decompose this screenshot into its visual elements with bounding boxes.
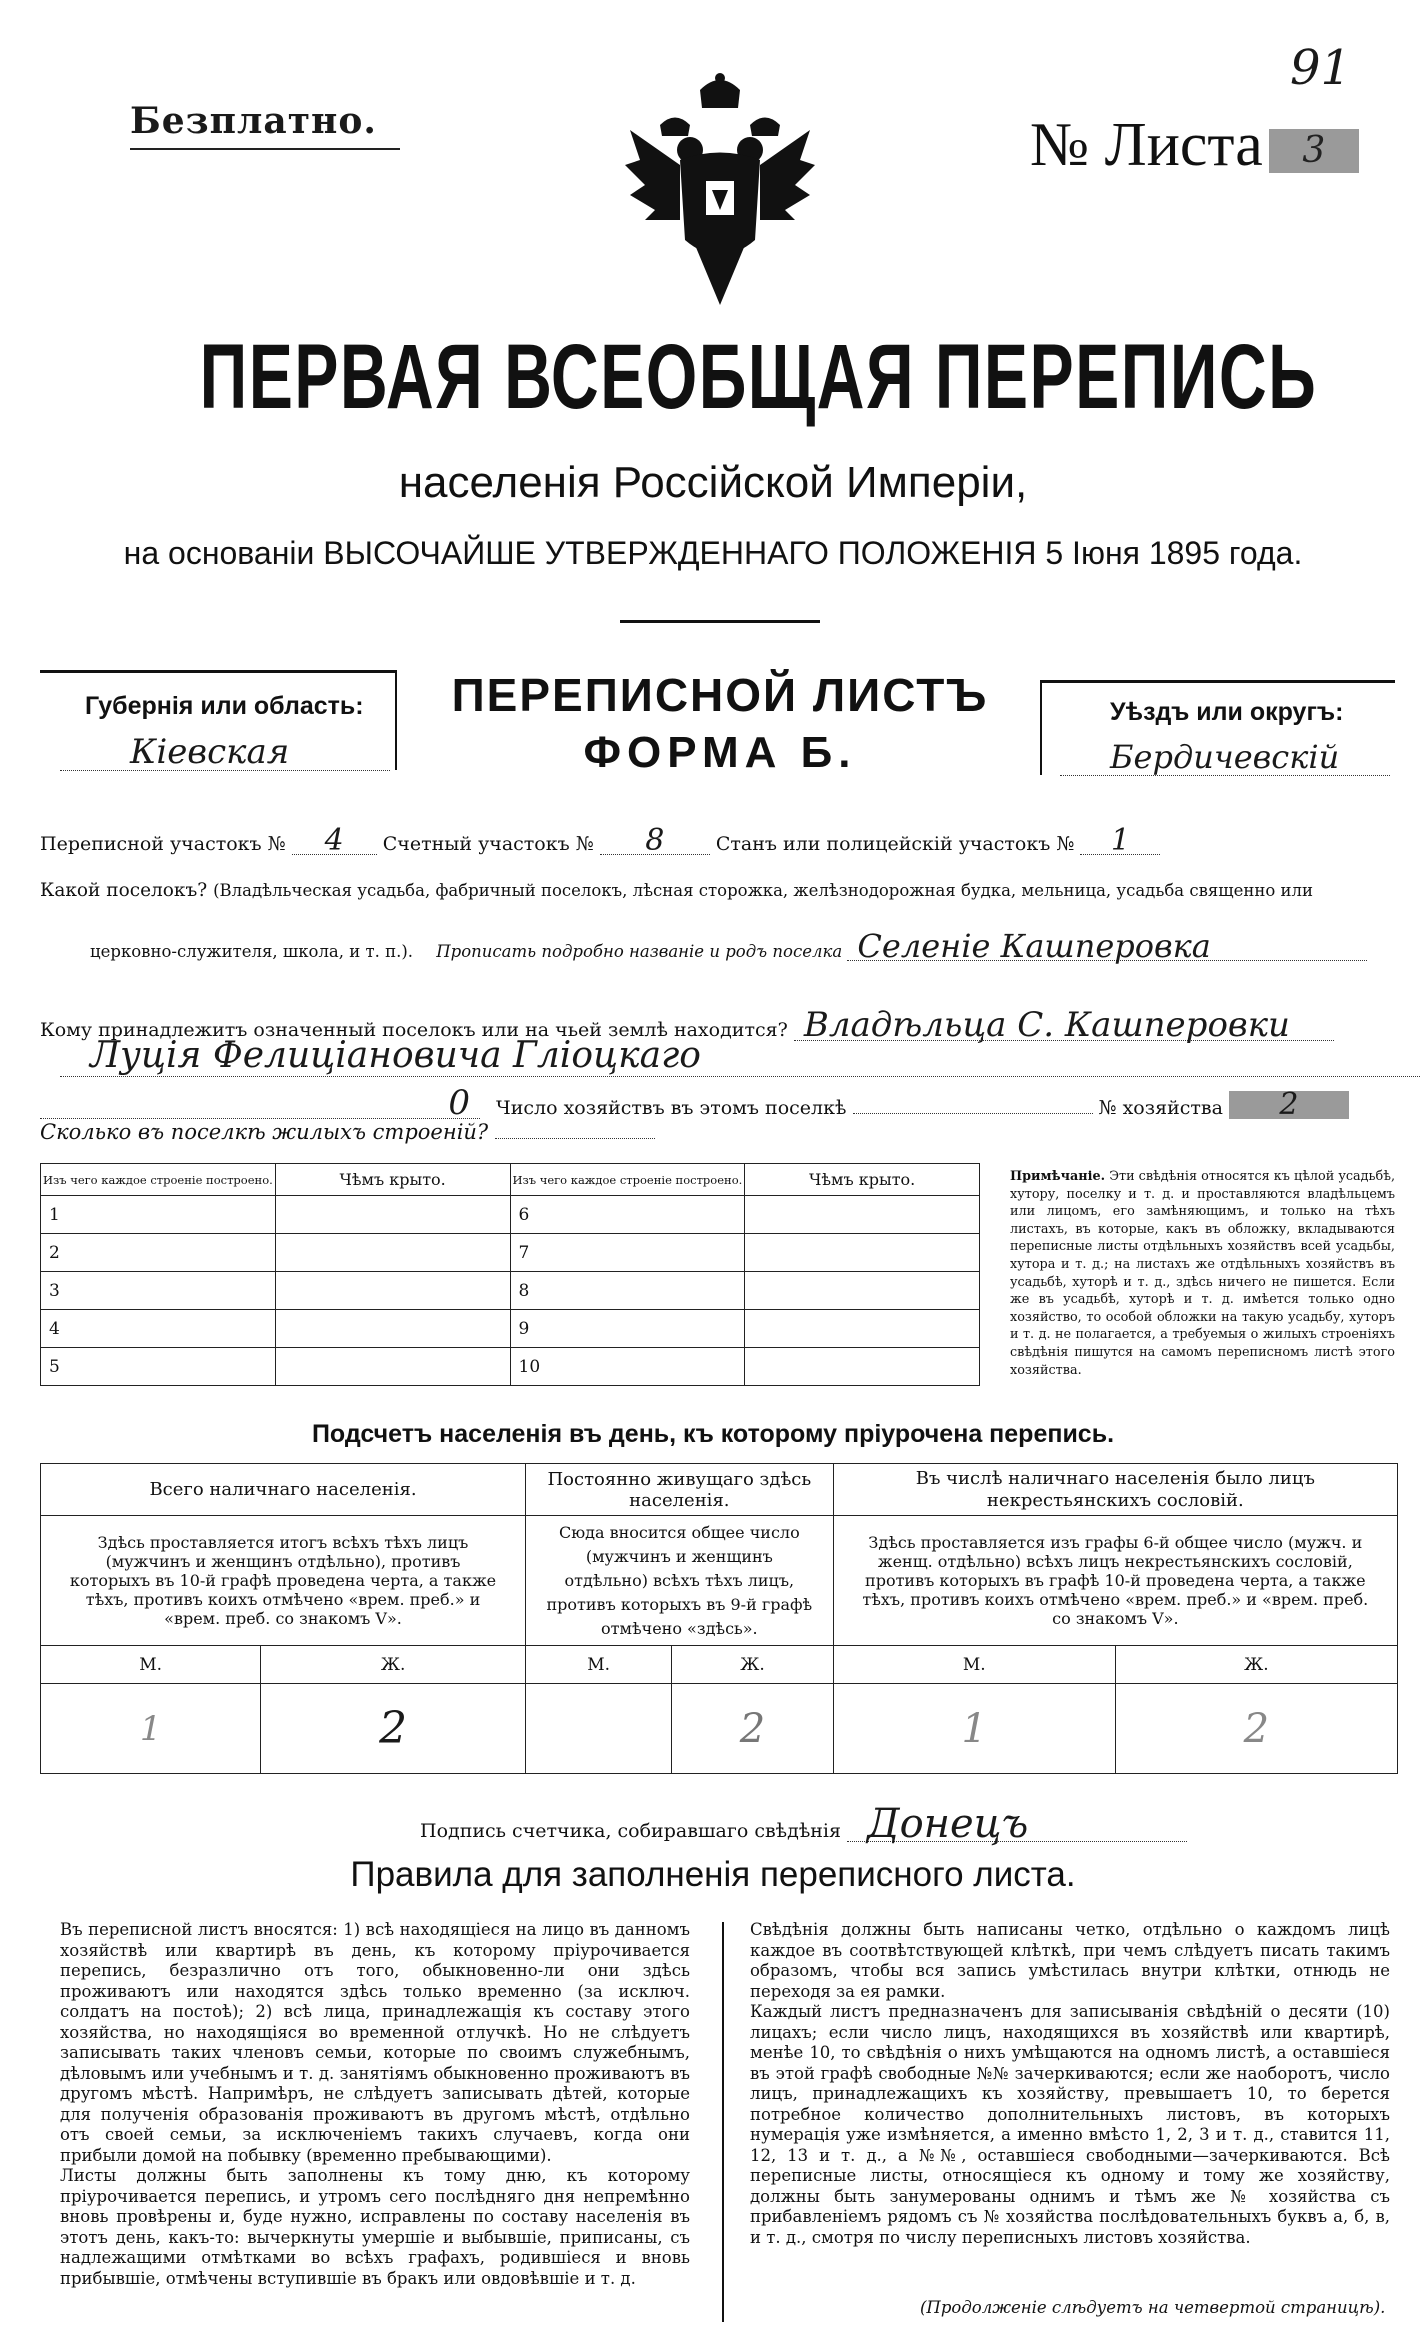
building-roof-cell[interactable] (275, 1348, 510, 1386)
col-material-left: Изъ чего каждое строеніе построено. (41, 1164, 276, 1196)
note-block (1010, 1168, 1395, 1379)
province-box-side (395, 670, 397, 770)
rules-left: Въ переписной листъ вносятся: 1) всѣ находящіеся на лицо въ данномъ хозяйствѣ или квартирѣ въ день, къ которому пріурочивается перепись, безразлично отъ того, обыкновенно-ли они здѣсь проживаютъ или находятся здѣсь только временно (за исключ. солдатъ на постоѣ); 2) всѣ лица, принадлежащія къ составу этого хозяйства, но находящіяся во временной отлучкѣ. Но не слѣдуетъ записывать таких членовъ семьи, которые по своимъ служебнымъ, дѣловымъ или учебнымъ и т. д. занятіямъ обыкновенно проживаютъ въ другомъ мѣстѣ. Напримѣръ, не слѣдуетъ записывать дѣтей, которые для полученія образованія проживаютъ въ другомъ мѣстѣ, отдѣльно отъ своей семьи, за исключеніемъ такихъ случаевъ, когда они прибыли домой на побывку (временно пребывающими). Листы должны быть заполнены къ тому дню, къ которому пріурочивается перепись, и утромъ сего послѣдняго дня непремѣнно вновь провѣрены и, буде нужно, исправлены по составу населенія въ этотъ день, какъ-то: вычеркнуты умершіе и выбывшіе, приписаны, съ надлежащими отмѣтками во всѣхъ графахъ, родившіеся и вновь прибывшіе, отмѣчены вступившіе въ бракъ или овдовѣвшіе и т. д. (60, 1920, 690, 2288)
owner-value2[interactable]: Луція Фелиціановича Гліоцкаго (60, 1035, 1420, 1077)
perm-f-value[interactable]: 2 (672, 1684, 833, 1774)
sheet-number (1030, 110, 1359, 181)
building-row-num: 3 (41, 1272, 276, 1310)
signature-label: Подпись счетчика, собиравшаго свѣдѣнія (420, 1820, 841, 1842)
form-name: ФОРМА Б. (583, 728, 857, 777)
district-line (1060, 775, 1390, 776)
households-label: Число хозяйствъ въ этомъ поселкѣ (496, 1097, 847, 1119)
building-roof-cell[interactable] (275, 1196, 510, 1234)
count-title: Подсчетъ населенія въ день, къ которому пріурочена перепись. (311, 1420, 1115, 1448)
title-divider (620, 620, 820, 623)
building-roof-cell[interactable] (745, 1348, 980, 1386)
sheet-title: ПЕРЕПИСНОЙ ЛИСТЪ (451, 669, 989, 721)
district-label: Уѣздъ или округъ: (1110, 698, 1344, 726)
household-no-value[interactable]: 2 (1229, 1091, 1349, 1119)
free-label: Безплатно. (130, 100, 377, 142)
corner-number: 91 (1290, 40, 1352, 96)
count-section-value[interactable]: 8 (600, 828, 710, 855)
total-m-value[interactable]: 1 (41, 1684, 261, 1774)
police-value[interactable]: 1 (1080, 828, 1160, 855)
province-box-top (40, 670, 395, 673)
building-roof-cell[interactable] (745, 1196, 980, 1234)
building-row-num: 1 (41, 1196, 276, 1234)
main-title: ПЕРВАЯ ВСЕОБЩАЯ ПЕРЕПИСЬ (199, 326, 1318, 428)
building-row-num: 6 (510, 1196, 745, 1234)
total-f-value[interactable]: 2 (261, 1684, 526, 1774)
title-line3: на основаніи ВЫСОЧАЙШЕ УТВЕРЖДЕННАГО ПОЛОЖЕНІЯ 5 Іюня 1895 года. (123, 535, 1303, 571)
title-line2: населенія Россійской Имперіи, (398, 458, 1028, 507)
settlement-instruction: Прописать подробно названіе и родъ поселка (436, 942, 843, 961)
m-label: М. (833, 1646, 1115, 1684)
rules-title: Правила для заполненія переписного листа. (350, 1855, 1076, 1894)
building-row-num: 2 (41, 1234, 276, 1272)
district-value: Бердичевскій (1110, 738, 1340, 776)
count-section-label: Счетный участокъ № (382, 833, 594, 855)
building-row-num: 7 (510, 1234, 745, 1272)
owner-value1[interactable]: Владѣльца С. Кашперовки (794, 1010, 1334, 1041)
owner-label: Кому принадлежитъ означенный поселокъ или на чьей землѣ находится? (40, 1019, 788, 1041)
rules-divider (722, 1922, 724, 2322)
settlement-label: Какой поселокъ? (40, 880, 208, 901)
col1-head: Всего наличнаго населенія. (41, 1464, 526, 1516)
building-row-num: 5 (41, 1348, 276, 1386)
settlement-hint2: церковно-служителя, школа, и т. п.). (90, 942, 414, 961)
col2-text: Сюда вносится общее число (мужчинъ и женщинъ отдѣльно) всѣхъ тѣхъ лицъ, противъ которыхъ въ 9-й графѣ отмѣчено «здѣсь». (526, 1516, 834, 1646)
signature-line (420, 1801, 1187, 1847)
census-line (40, 823, 1160, 858)
census-section-value[interactable]: 4 (292, 828, 377, 855)
district-box-top (1040, 680, 1395, 683)
col-roof-right: Чѣмъ крыто. (745, 1164, 980, 1196)
households-line (40, 1083, 1400, 1123)
f-label: Ж. (1115, 1646, 1397, 1684)
note-text: Эти свѣдѣнія относятся къ цѣлой усадьбѣ, хутору, поселку и т. д. и проставляются владѣльцемъ или лицомъ, его замѣняющимъ, и только на тѣхъ листахъ, въ которые, какъ въ обложку, вкладываются переписные листы отдѣльныхъ хозяйствъ всей усадьбы, хутора и т. д.; на листахъ же отдѣльныхъ хозяйствъ въ усадьбѣ, хуторѣ и т. д., здѣсь ничего не пишется. Если же въ усадьбѣ, хуторѣ и т. д. имѣется только одно хозяйство, то особой обложки на такую усадьбу, хуторъ и т. д. не полагается, а требуемыя о жилыхъ строеніяхъ свѣдѣнія пишутся на самомъ переписномъ листѣ этого хозяйства. (1010, 1169, 1396, 1378)
households-value[interactable]: 0 (40, 1088, 480, 1119)
col2-head: Постоянно живущаго здѣсь населенія. (526, 1464, 834, 1516)
police-label: Станъ или полицейскій участокъ № (715, 833, 1075, 855)
settlement-hint1: (Владѣльческая усадьба, фабричный поселокъ, лѣсная сторожка, желѣзнодорожная будка, мельница, усадьба священно или (213, 881, 1314, 900)
sheet-number-value: 3 (1269, 129, 1359, 173)
settlement-line (40, 880, 1313, 901)
col-material-right: Изъ чего каждое строеніе построено. (510, 1164, 745, 1196)
province-line (60, 770, 390, 771)
building-roof-cell[interactable] (745, 1272, 980, 1310)
building-roof-cell[interactable] (275, 1234, 510, 1272)
count-table (40, 1463, 1398, 1774)
m-label: М. (41, 1646, 261, 1684)
building-roof-cell[interactable] (745, 1310, 980, 1348)
col-roof-left: Чѣмъ крыто. (275, 1164, 510, 1196)
province-value: Кіевская (130, 732, 290, 772)
building-roof-cell[interactable] (275, 1272, 510, 1310)
m-label: М. (526, 1646, 672, 1684)
building-row-num: 10 (510, 1348, 745, 1386)
free-underline (130, 148, 400, 150)
perm-m-value[interactable] (526, 1684, 672, 1774)
signature-value[interactable]: Донецъ (847, 1807, 1187, 1842)
col1-text: Здѣсь проставляется итогъ всѣхъ тѣхъ лицъ (мужчинъ и женщинъ отдѣльно), противъ которыхъ въ 10-й графѣ проведена черта, а также тѣхъ, противъ коихъ отмѣчено «врем. преб.» и «врем. преб. со знакомъ V». (41, 1516, 526, 1646)
non-f-value[interactable]: 2 (1115, 1684, 1397, 1774)
district-box-side (1040, 680, 1042, 775)
buildings-table (40, 1163, 980, 1386)
buildings-label: Сколько въ поселкѣ жилыхъ строеній? (40, 1120, 489, 1144)
building-row-num: 8 (510, 1272, 745, 1310)
col3-head: Въ числѣ наличнаго населенія было лицъ некрестьянскихъ сословій. (833, 1464, 1397, 1516)
settlement-value[interactable]: Селеніе Кашперовка (847, 932, 1367, 961)
f-label: Ж. (672, 1646, 833, 1684)
settlement-line2 (90, 927, 1367, 965)
rules-right: Свѣдѣнія должны быть написаны четко, отдѣльно о каждомъ лицѣ каждое въ соотвѣтствующей клѣткѣ, при чемъ слѣдуетъ писать такимъ образомъ, чтобы вся запись умѣстилась внутри клѣтки, отнюдь не переходя за ея рамки. Каждый листъ предназначенъ для записыванія свѣдѣній о десяти (10) лицахъ; если число лицъ, находящихся въ хозяйствѣ или квартирѣ, менѣе 10, то свѣдѣнія о нихъ умѣщаются на одномъ листѣ, а оставшіеся въ этой графѣ свободные №№ зачеркиваются; если же наоборотъ, число лицъ, принадлежащихъ къ хозяйству, превышаетъ 10, то берется потребное количество дополнительныхъ листовъ, въ которыхъ нумерація уже измѣняется, а именно вмѣсто 1, 2, 3 и т. д., ставится 11, 12, 13 и т. д., а №№, оставшіеся свободными—зачеркиваются. Всѣ переписные листы, относящіеся къ одному и тому же хозяйству, должны быть занумерованы однимъ и тѣмъ же № хозяйства съ прибавленіемъ рядомъ съ № хозяйства послѣдовательныхъ буквъ а, б, в, и т. д., смотря по числу переписныхъ листовъ хозяйства. (750, 1920, 1390, 2247)
census-section-label: Переписной участокъ № (40, 833, 286, 855)
building-row-num: 4 (41, 1310, 276, 1348)
note-title: Примѣчаніе. (1010, 1169, 1106, 1184)
sheet-number-label: № Листа (1030, 111, 1263, 179)
non-m-value[interactable]: 1 (833, 1684, 1115, 1774)
rules-continued: (Продолженіе слѣдуетъ на четвертой страницѣ). (920, 2298, 1386, 2317)
double-headed-eagle-emblem-icon (620, 70, 820, 310)
building-roof-cell[interactable] (745, 1234, 980, 1272)
building-row-num: 9 (510, 1310, 745, 1348)
household-no-label: № хозяйства (1098, 1097, 1223, 1119)
buildings-line (40, 1120, 655, 1144)
f-label: Ж. (261, 1646, 526, 1684)
col3-text: Здѣсь проставляется изъ графы 6-й общее число (мужч. и женщ. отдѣльно) всѣхъ лицъ некрестьянскихъ сословій, противъ которыхъ въ графѣ 10-й проведена черта, а также тѣхъ, противъ коихъ отмѣчено «врем. преб.» и «врем. преб. со знакомъ V». (833, 1516, 1397, 1646)
province-label: Губернія или область: (85, 692, 364, 720)
building-roof-cell[interactable] (275, 1310, 510, 1348)
